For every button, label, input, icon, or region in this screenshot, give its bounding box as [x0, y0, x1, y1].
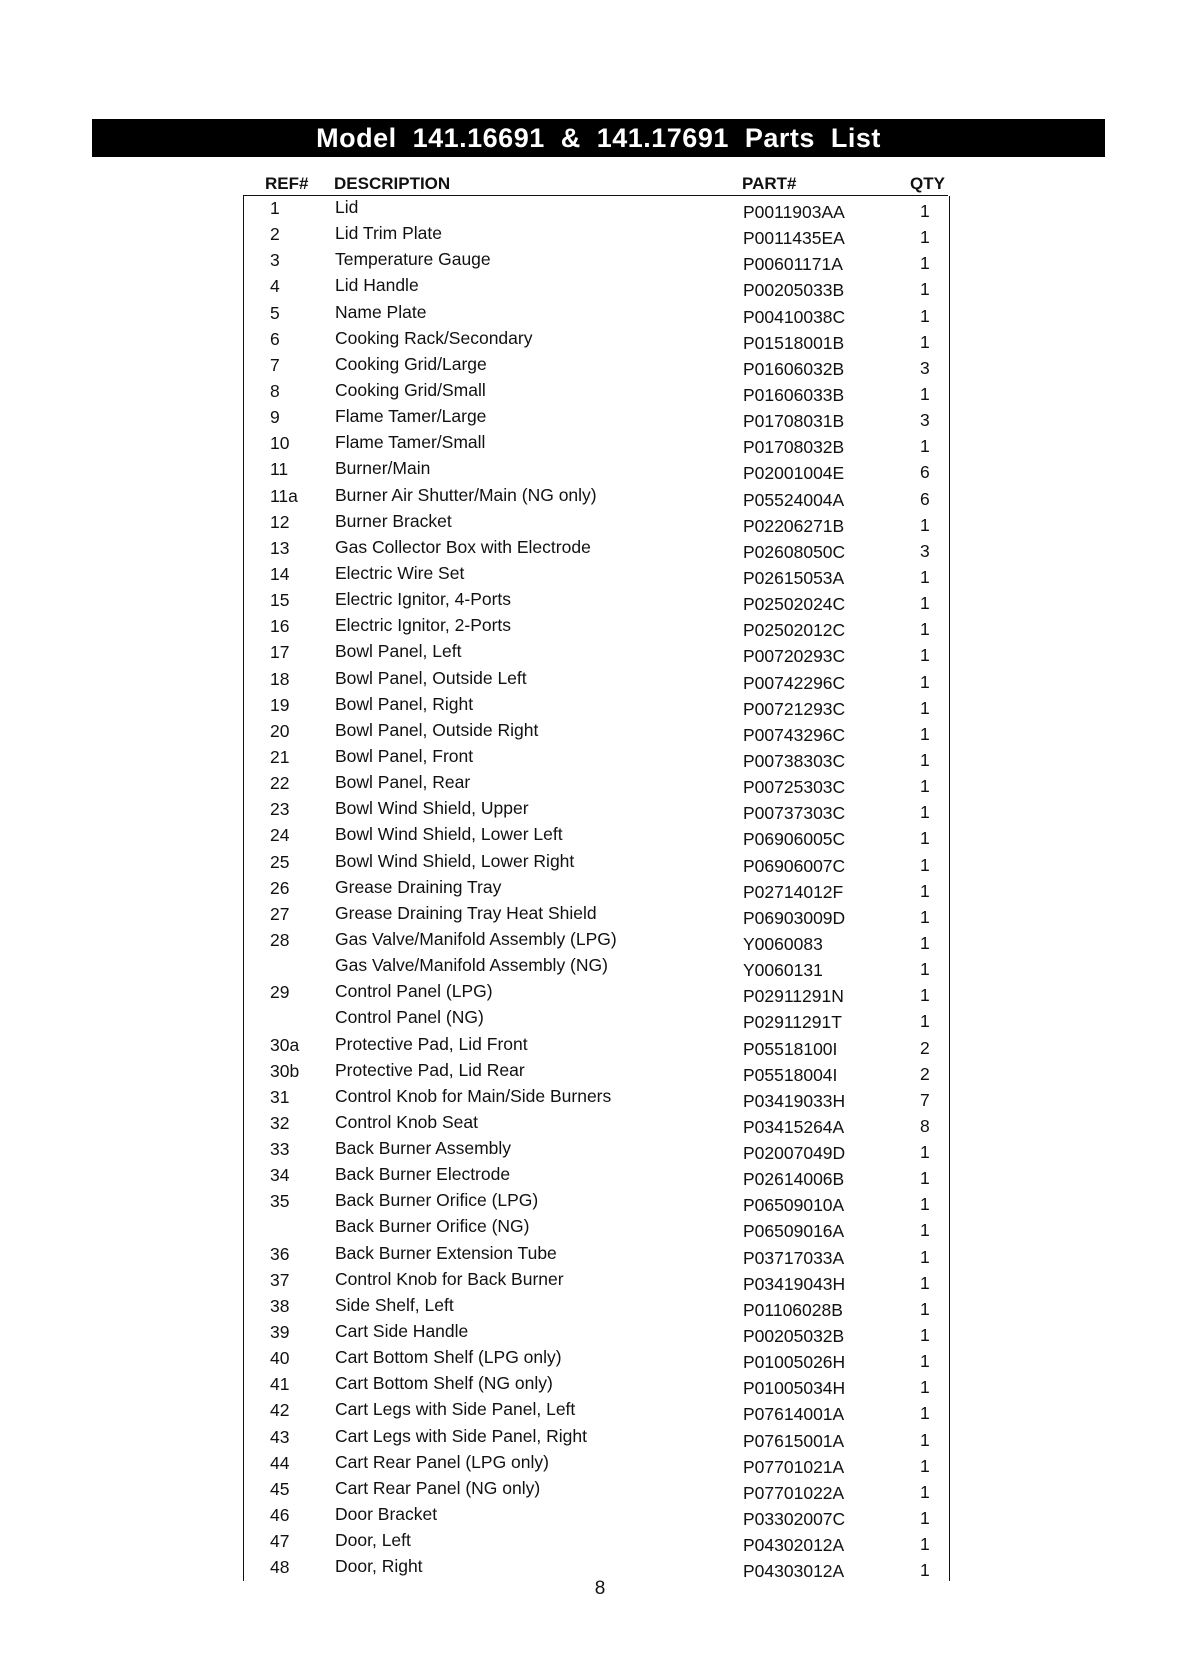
qty-cell: 1: [920, 749, 930, 770]
qty-cell: 1: [920, 932, 930, 953]
part-number-cell: P0011903AA: [743, 202, 845, 222]
part-number-cell: P01708032B: [743, 437, 845, 458]
part-number-cell: P06906007C: [743, 855, 846, 876]
part-number-cell: P05518004I: [743, 1064, 838, 1085]
ref-cell: 33: [270, 1139, 290, 1160]
description-cell: Bowl Wind Shield, Lower Right: [335, 850, 575, 871]
part-number-cell: P03415264A: [743, 1116, 845, 1137]
ref-cell: 28: [270, 929, 290, 950]
description-cell: Control Panel (NG): [335, 1007, 484, 1028]
description-cell: Electric Wire Set: [335, 562, 465, 583]
ref-cell: 21: [270, 746, 290, 767]
qty-cell: 1: [920, 253, 930, 274]
part-number-cell: P02911291T: [743, 1012, 842, 1033]
part-number-cell: P00742296C: [743, 672, 846, 693]
qty-cell: 3: [920, 357, 930, 378]
table-row: [244, 1163, 949, 1189]
table-row: [244, 1059, 949, 1085]
table-row: [244, 614, 949, 640]
part-number-cell: P07701021A: [743, 1456, 845, 1477]
description-cell: Back Burner Orifice (LPG): [335, 1190, 539, 1211]
part-number-cell: P00737303C: [743, 803, 846, 824]
qty-cell: 1: [920, 1560, 930, 1581]
part-number-cell: P06906005C: [743, 829, 846, 850]
qty-cell: 1: [920, 305, 930, 326]
table-row: [244, 1242, 949, 1268]
part-number-cell: P02615053A: [743, 567, 845, 588]
part-number-cell: P02608050C: [743, 541, 846, 562]
table-row: [244, 797, 949, 823]
table-row: [244, 484, 949, 510]
qty-cell: 1: [920, 959, 930, 980]
qty-cell: 1: [920, 1168, 930, 1189]
description-cell: Control Knob for Main/Side Burners: [335, 1085, 612, 1106]
part-number-cell: Y0060131: [743, 960, 823, 981]
ref-cell: 19: [270, 694, 290, 715]
ref-cell: 22: [270, 773, 290, 794]
part-number-cell: P02614006B: [743, 1169, 845, 1190]
qty-cell: 1: [920, 279, 930, 300]
table-row: [244, 928, 949, 954]
part-number-cell: P03302007C: [743, 1509, 846, 1530]
qty-cell: 1: [920, 828, 930, 849]
ref-cell: 9: [270, 407, 280, 428]
part-number-cell: P02007049D: [743, 1143, 846, 1164]
ref-cell: 34: [270, 1165, 290, 1186]
ref-cell: 46: [270, 1505, 290, 1526]
description-cell: Gas Collector Box with Electrode: [335, 536, 591, 557]
description-cell: Grease Draining Tray Heat Shield: [335, 902, 597, 923]
table-row: [244, 693, 949, 719]
part-number-cell: P03717033A: [743, 1247, 845, 1268]
part-number-cell: P00205033B: [743, 280, 845, 301]
table-row: [244, 1137, 949, 1163]
table-row: [244, 745, 949, 771]
qty-cell: 1: [920, 697, 930, 718]
ref-cell: 40: [270, 1348, 290, 1369]
description-cell: Burner Bracket: [335, 510, 452, 531]
ref-cell: 7: [270, 354, 280, 375]
part-number-cell: P03419043H: [743, 1273, 846, 1294]
ref-cell: 30b: [270, 1060, 300, 1081]
ref-cell: 31: [270, 1086, 290, 1107]
table-row: [244, 196, 949, 222]
part-number-cell: P06509010A: [743, 1195, 845, 1216]
description-cell: Name Plate: [335, 301, 427, 322]
table-row: [244, 457, 949, 483]
table-row: [244, 850, 949, 876]
ref-cell: 42: [270, 1400, 290, 1421]
ref-cell: 29: [270, 982, 290, 1003]
qty-cell: 1: [920, 1220, 930, 1241]
part-number-cell: P06509016A: [743, 1221, 845, 1242]
table-row: [244, 667, 949, 693]
ref-cell: 35: [270, 1191, 290, 1212]
part-number-cell: P04302012A: [743, 1535, 845, 1556]
qty-cell: 1: [920, 1325, 930, 1346]
page-title: Model 141.16691 & 141.17691 Parts List: [92, 119, 1105, 157]
ref-cell: 13: [270, 537, 290, 558]
qty-cell: 1: [920, 331, 930, 352]
qty-cell: 2: [920, 1037, 930, 1058]
part-number-cell: P00738303C: [743, 750, 846, 771]
qty-cell: 1: [920, 566, 930, 587]
table-row: [244, 980, 949, 1006]
table-row: [244, 1425, 949, 1451]
qty-cell: 2: [920, 1063, 930, 1084]
table-row: [244, 1085, 949, 1111]
description-cell: Burner/Main: [335, 458, 431, 479]
description-cell: Bowl Panel, Left: [335, 641, 462, 662]
ref-cell: 12: [270, 511, 290, 532]
ref-cell: 36: [270, 1243, 290, 1264]
qty-cell: 1: [920, 1351, 930, 1372]
table-row: [244, 954, 949, 980]
description-cell: Electric Ignitor, 2-Ports: [335, 615, 512, 636]
ref-cell: 11: [270, 459, 289, 480]
table-row: [244, 1294, 949, 1320]
part-number-cell: P02206271B: [743, 515, 845, 536]
description-cell: Back Burner Assembly: [335, 1138, 512, 1159]
table-row: [244, 1189, 949, 1215]
table-row: [244, 379, 949, 405]
description-cell: Door, Left: [335, 1530, 411, 1551]
ref-cell: 38: [270, 1295, 290, 1316]
part-number-cell: P04303012A: [743, 1561, 845, 1582]
part-number-cell: P01005034H: [743, 1378, 846, 1399]
qty-cell: 8: [920, 1115, 930, 1136]
description-cell: Bowl Panel, Outside Left: [335, 667, 527, 688]
ref-cell: 1: [270, 198, 280, 218]
qty-cell: 1: [920, 619, 930, 640]
qty-cell: 1: [920, 645, 930, 666]
description-cell: Bowl Panel, Front: [335, 745, 474, 766]
table-row: [244, 1346, 949, 1372]
qty-cell: 1: [920, 723, 930, 744]
qty-cell: 1: [920, 671, 930, 692]
table-row: [244, 274, 949, 300]
ref-cell: 6: [270, 328, 280, 349]
table-row: [244, 1529, 949, 1555]
qty-cell: 1: [920, 383, 930, 404]
qty-cell: 3: [920, 410, 930, 431]
description-cell: Control Panel (LPG): [335, 981, 493, 1002]
description-cell: Gas Valve/Manifold Assembly (LPG): [335, 928, 617, 949]
ref-cell: 47: [270, 1531, 290, 1552]
qty-cell: 1: [920, 1455, 930, 1476]
ref-cell: 39: [270, 1322, 290, 1343]
description-cell: Back Burner Electrode: [335, 1164, 511, 1185]
part-number-cell: P03419033H: [743, 1090, 846, 1111]
description-cell: Protective Pad, Lid Rear: [335, 1059, 525, 1080]
description-cell: Bowl Panel, Outside Right: [335, 719, 539, 740]
qty-cell: 7: [920, 1089, 930, 1110]
qty-cell: 6: [920, 462, 930, 483]
table-row: [244, 1398, 949, 1424]
description-cell: Gas Valve/Manifold Assembly (NG): [335, 955, 608, 976]
ref-cell: 25: [270, 851, 290, 872]
part-number-cell: P01606033B: [743, 384, 845, 405]
description-cell: Cart Bottom Shelf (LPG only): [335, 1347, 562, 1368]
description-cell: Control Knob Seat: [335, 1111, 479, 1132]
table-row: [244, 536, 949, 562]
qty-cell: 1: [920, 854, 930, 875]
description-cell: Cart Bottom Shelf (NG only): [335, 1373, 553, 1394]
table-row: [244, 1477, 949, 1503]
table-row: [244, 1503, 949, 1529]
ref-cell: 24: [270, 825, 290, 846]
part-number-cell: P02502012C: [743, 620, 846, 641]
part-number-cell: P07701022A: [743, 1482, 845, 1503]
part-number-cell: P0011435EA: [743, 228, 845, 249]
ref-cell: 23: [270, 799, 290, 820]
description-cell: Cooking Grid/Small: [335, 379, 486, 400]
description-cell: Side Shelf, Left: [335, 1294, 454, 1315]
table-row: [244, 301, 949, 327]
qty-cell: 1: [920, 227, 930, 248]
qty-cell: 3: [920, 540, 930, 561]
table-row: [244, 327, 949, 353]
description-cell: Back Burner Extension Tube: [335, 1242, 557, 1263]
description-cell: Door, Right: [335, 1556, 423, 1577]
table-row: [244, 1033, 949, 1059]
qty-cell: 1: [920, 802, 930, 823]
table-row: [244, 1006, 949, 1032]
ref-cell: 3: [270, 250, 280, 271]
table-row: [244, 640, 949, 666]
table-row: [244, 1111, 949, 1137]
table-row: [244, 719, 949, 745]
part-number-cell: P02714012F: [743, 881, 844, 902]
ref-cell: 37: [270, 1269, 290, 1290]
description-cell: Cooking Grid/Large: [335, 353, 487, 374]
part-number-cell: P07614001A: [743, 1404, 845, 1425]
description-cell: Cart Legs with Side Panel, Left: [335, 1399, 576, 1420]
qty-cell: 1: [920, 1534, 930, 1555]
table-row: [244, 771, 949, 797]
description-cell: Bowl Panel, Rear: [335, 772, 471, 793]
description-cell: Control Knob for Back Burner: [335, 1268, 564, 1289]
ref-cell: 16: [270, 616, 290, 637]
qty-cell: 1: [920, 201, 930, 221]
description-cell: Door Bracket: [335, 1504, 438, 1525]
ref-cell: 17: [270, 642, 290, 663]
part-number-cell: P02911291N: [743, 986, 844, 1007]
part-number-cell: P02502024C: [743, 594, 846, 615]
table-row: [244, 431, 949, 457]
description-cell: Bowl Wind Shield, Lower Left: [335, 824, 563, 845]
table-row: [244, 876, 949, 902]
description-cell: Cart Side Handle: [335, 1321, 469, 1342]
ref-cell: 26: [270, 877, 290, 898]
table-row: [244, 1372, 949, 1398]
description-cell: Lid: [335, 197, 359, 217]
part-number-cell: P01005026H: [743, 1352, 846, 1373]
qty-cell: 1: [920, 1298, 930, 1319]
ref-cell: 4: [270, 276, 280, 297]
qty-cell: 1: [920, 593, 930, 614]
part-number-cell: P01708031B: [743, 411, 845, 432]
table-row: [244, 353, 949, 379]
ref-cell: 15: [270, 590, 290, 611]
part-number-cell: P00601171A: [743, 254, 843, 275]
ref-cell: 8: [270, 380, 280, 401]
qty-cell: 1: [920, 1142, 930, 1163]
table-row: [244, 510, 949, 536]
description-cell: Burner Air Shutter/Main (NG only): [335, 484, 597, 505]
part-number-cell: P00725303C: [743, 777, 846, 798]
table-row: [244, 1215, 949, 1241]
part-number-cell: P02001004E: [743, 463, 845, 484]
qty-cell: 1: [920, 436, 930, 457]
qty-cell: 1: [920, 906, 930, 927]
qty-cell: 1: [920, 1246, 930, 1267]
qty-cell: 1: [920, 985, 930, 1006]
part-number-cell: P00720293C: [743, 646, 846, 667]
ref-cell: 41: [270, 1374, 290, 1395]
column-header-description: DESCRIPTION: [334, 174, 451, 193]
qty-cell: 1: [920, 1377, 930, 1398]
table-row: [244, 562, 949, 588]
description-cell: Flame Tamer/Large: [335, 406, 487, 427]
ref-cell: 14: [270, 563, 290, 584]
part-number-cell: P01518001B: [743, 332, 845, 353]
part-number-cell: P01106028B: [743, 1299, 843, 1320]
qty-cell: 1: [920, 1272, 930, 1293]
description-cell: Bowl Wind Shield, Upper: [335, 798, 529, 819]
qty-cell: 1: [920, 880, 930, 901]
part-number-cell: P07615001A: [743, 1430, 845, 1451]
description-cell: Flame Tamer/Small: [335, 432, 486, 453]
description-cell: Cooking Rack/Secondary: [335, 327, 533, 348]
table-row: [244, 823, 949, 849]
table-row: [244, 588, 949, 614]
ref-cell: 32: [270, 1112, 290, 1133]
table-row: [244, 1451, 949, 1477]
description-cell: Lid Handle: [335, 275, 419, 296]
ref-cell: 11a: [270, 485, 298, 506]
qty-cell: 1: [920, 514, 930, 535]
page-number: 8: [594, 1578, 606, 1599]
description-cell: Cart Rear Panel (NG only): [335, 1477, 541, 1498]
ref-cell: 44: [270, 1452, 290, 1473]
part-number-cell: P05518100I: [743, 1038, 838, 1059]
ref-cell: 45: [270, 1478, 290, 1499]
ref-cell: 10: [270, 433, 290, 454]
qty-cell: 1: [920, 1403, 930, 1424]
ref-cell: 5: [270, 302, 280, 323]
qty-cell: 1: [920, 776, 930, 797]
table-row: [244, 902, 949, 928]
table-row: [244, 1320, 949, 1346]
description-cell: Cart Legs with Side Panel, Right: [335, 1425, 587, 1446]
part-number-cell: P05524004A: [743, 489, 845, 510]
table-header: [243, 172, 948, 196]
ref-cell: 48: [270, 1557, 290, 1578]
qty-cell: 1: [920, 1011, 930, 1032]
description-cell: Lid Trim Plate: [335, 223, 442, 244]
table-row: [244, 222, 949, 248]
part-number-cell: P01606032B: [743, 358, 845, 379]
part-number-cell: P00205032B: [743, 1326, 845, 1347]
description-cell: Protective Pad, Lid Front: [335, 1033, 528, 1054]
ref-cell: 27: [270, 903, 290, 924]
part-number-cell: P00721293C: [743, 698, 846, 719]
column-header-qty: QTY: [910, 174, 945, 193]
description-cell: Temperature Gauge: [335, 249, 491, 270]
part-number-cell: P00410038C: [743, 306, 846, 327]
part-number-cell: P06903009D: [743, 907, 846, 928]
column-header-ref: REF#: [265, 174, 309, 193]
qty-cell: 1: [920, 1481, 930, 1502]
description-cell: Cart Rear Panel (LPG only): [335, 1451, 549, 1472]
description-cell: Grease Draining Tray: [335, 876, 502, 897]
qty-cell: 1: [920, 1194, 930, 1215]
ref-cell: 43: [270, 1426, 290, 1447]
qty-cell: 6: [920, 488, 930, 509]
description-cell: Electric Ignitor, 4-Ports: [335, 589, 512, 610]
ref-cell: 20: [270, 720, 290, 741]
table-row: [244, 248, 949, 274]
qty-cell: 1: [920, 1508, 930, 1529]
column-header-part: PART#: [742, 174, 797, 193]
table-row: [244, 1268, 949, 1294]
table-row: [244, 405, 949, 431]
part-number-cell: Y0060083: [743, 933, 823, 954]
ref-cell: 2: [270, 224, 280, 245]
parts-table: [243, 196, 950, 1581]
description-cell: Bowl Panel, Right: [335, 693, 474, 714]
description-cell: Back Burner Orifice (NG): [335, 1216, 530, 1237]
ref-cell: 18: [270, 668, 290, 689]
part-number-cell: P00743296C: [743, 724, 846, 745]
ref-cell: 30a: [270, 1034, 300, 1055]
qty-cell: 1: [920, 1429, 930, 1450]
